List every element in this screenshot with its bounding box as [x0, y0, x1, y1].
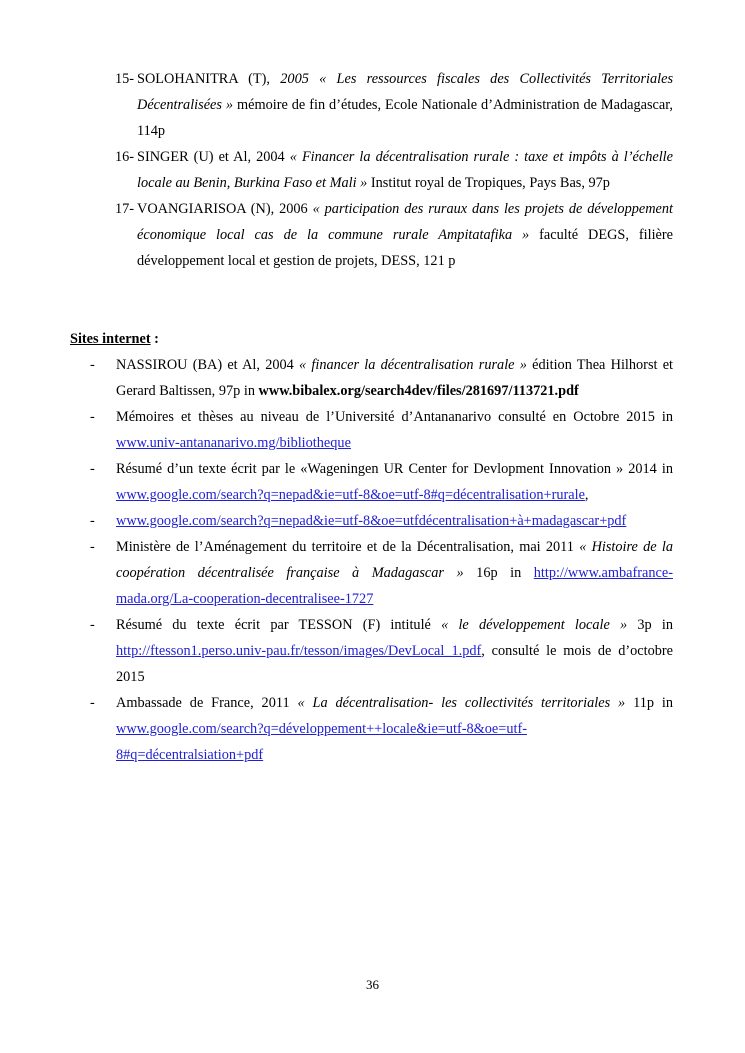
website-link[interactable]: http://ftesson1.perso.univ-pau.fr/tesson/images/DevLocal_1.pdf [116, 643, 482, 659]
website-text [116, 534, 673, 612]
website-text [116, 612, 673, 690]
sites-heading-label: Sites internet [70, 331, 151, 347]
website-text [116, 508, 673, 534]
website-link[interactable]: www.univ-antananarivo.mg/bibliotheque [116, 435, 351, 451]
numbered-reference-list [115, 66, 673, 274]
reference-title: « participation des ruraux dans les projets de développement économique local cas de la commune rurale Ampitatafika » [137, 201, 674, 243]
website-item-3 [90, 456, 673, 508]
website-title: « Histoire de la coopération décentralisée française à Madagascar » [116, 539, 673, 581]
website-item-2 [90, 404, 673, 456]
website-item-5 [90, 534, 673, 612]
reference-item-15 [115, 66, 673, 144]
reference-text [137, 144, 673, 196]
website-text [116, 352, 673, 404]
website-item-1 [90, 352, 673, 404]
website-title: « le développement locale » [441, 617, 628, 633]
website-details: Résumé d’un texte écrit par le «Wageningen UR Center for Devlopment Innovation » 2014 in [116, 461, 673, 477]
website-link[interactable]: www.google.com/search?q=nepad&ie=utf-8&oe=utfdécentralisation+à+madagascar+pdf [116, 513, 627, 529]
website-details: 11p in [625, 695, 674, 711]
website-title: « financer la décentralisation rurale » [299, 357, 527, 373]
website-item-4 [90, 508, 673, 534]
website-author: Ministère de l’Aménagement du territoire et de la Décentralisation, mai 2011 [116, 539, 580, 555]
reference-item-17 [115, 196, 673, 274]
website-author: Résumé du texte écrit par TESSON (F) intitulé [116, 617, 442, 633]
website-details: édition Thea Hilhorst et Gerard Baltissen, 97p in [116, 357, 674, 399]
website-details: Mémoires et thèses au niveau de l’Université d’Antananarivo consulté en Octobre 2015 in [116, 409, 673, 425]
website-url-bold: www.bibalex.org/search4dev/files/281697/113721.pdf [258, 383, 579, 399]
website-item-7 [90, 690, 673, 768]
website-reference-list [90, 352, 673, 768]
bullet-dash: - [90, 617, 95, 633]
bullet-dash: - [90, 461, 95, 477]
reference-number: 15- [115, 71, 135, 87]
website-text [116, 690, 673, 768]
website-title: « La décentralisation- les collectivités territoriales » [297, 695, 626, 711]
website-text [116, 404, 673, 456]
bullet-dash: - [90, 539, 95, 555]
website-author: Ambassade de France, 2011 [116, 695, 298, 711]
website-text [116, 456, 673, 508]
website-details: 3p in [627, 617, 673, 633]
website-item-6 [90, 612, 673, 690]
reference-details: Institut royal de Tropiques, Pays Bas, 97p [367, 175, 610, 191]
reference-number: 17- [115, 201, 135, 217]
bullet-dash: - [90, 409, 95, 425]
reference-author: SINGER (U) et Al, 2004 [137, 149, 285, 165]
sites-internet-heading [70, 326, 159, 352]
website-details: 16p in [463, 565, 534, 581]
reference-title: « Financer la décentralisation rurale : taxe et impôts à l’échelle locale au Benin, Burkina Faso et Mali » [137, 149, 673, 191]
bullet-dash: - [90, 513, 95, 529]
reference-text [137, 66, 673, 144]
website-link[interactable]: www.google.com/search?q=nepad&ie=utf-8&oe=utf-8#q=décentralisation+rurale [116, 487, 585, 503]
sites-heading-colon: : [150, 331, 159, 347]
reference-details: mémoire de fin d’études, Ecole Nationale d’Administration de Madagascar, 114p [137, 97, 673, 139]
reference-author: SOLOHANITRA (T), [137, 71, 270, 87]
bullet-dash: - [90, 357, 95, 373]
reference-author: VOANGIARISOA (N), 2006 [137, 201, 308, 217]
page-number: 36 [366, 977, 379, 992]
website-link[interactable]: http://www.ambafrance-mada.org/La-cooperation-decentralisee-1727 [116, 565, 673, 607]
reference-text [137, 196, 673, 274]
reference-details: faculté DEGS, filière développement local et gestion de projets, DESS, 121 p [137, 227, 673, 269]
reference-title: 2005 « Les ressources fiscales des Collectivités Territoriales Décentralisées » [137, 71, 674, 113]
website-trailing-text: , consulté le mois de d’octobre 2015 [116, 643, 673, 685]
bullet-dash: - [90, 695, 95, 711]
website-link[interactable]: www.google.com/search?q=développement++locale&ie=utf-8&oe=utf-8#q=décentralsiation+pdf [116, 721, 527, 763]
website-trailing-text: , [584, 487, 589, 503]
reference-number: 16- [115, 149, 135, 165]
website-author: NASSIROU (BA) et Al, 2004 [116, 357, 300, 373]
reference-item-16 [115, 144, 673, 196]
